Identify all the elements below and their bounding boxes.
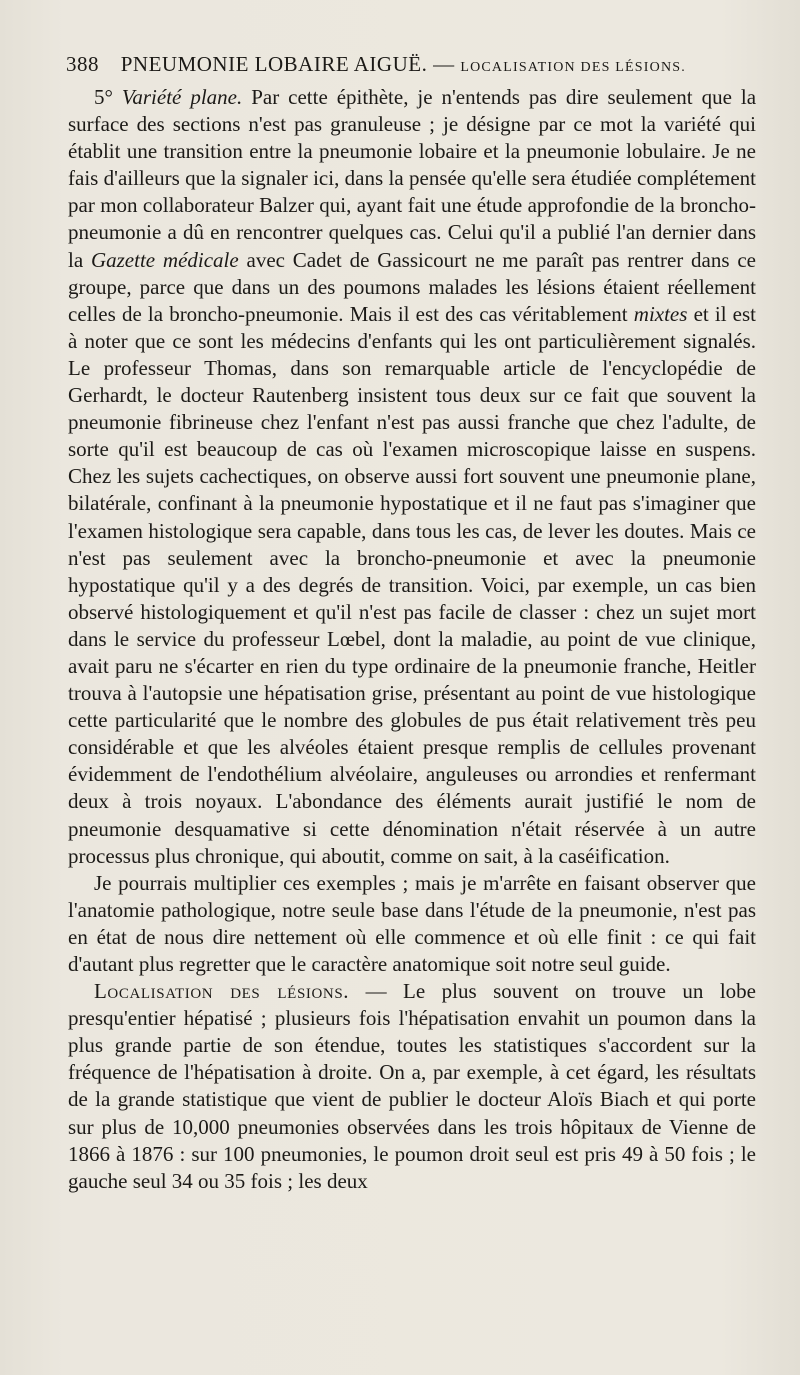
item-number: 5° <box>94 85 113 109</box>
emphasis-mixtes: mixtes <box>633 301 688 326</box>
chapter-title: PNEUMONIE LOBAIRE AIGUË. <box>120 52 428 76</box>
journal-name: Gazette médicale <box>90 247 239 272</box>
paragraph-variete-plane <box>68 84 756 870</box>
page-number: 388 <box>66 52 99 76</box>
body-text <box>68 84 756 1195</box>
paragraph-exemples: Je pourrais multiplier ces exemples ; mais je m'arrête en faisant observer que l'anatomie pathologique, notre seule base dans l'étude de la pneumonie, n'est pas en état de nous dire nettement où elle commence et où elle finit : ce qui fait d'autant plus regretter que le caractère anatomique soit notre seul guide. <box>68 870 756 976</box>
paragraph-text-a: Par cette épithète, je n'entends pas dire seulement que la surface des sections n'est pas granuleuse ; je désigne par ce mot la variété qui établit une transition entre la pneumonie lobaire et la pneumonie lobulaire. Je ne fais d'ailleurs que la signaler ici, dans la pensée qu'elle sera étudiée complétement par mon collaborateur Balzer qui, ayant fait une étude approfondie de la broncho-pneumonie a dû en rencontrer quelques cas. Celui qu'il a publié l'an dernier dans la <box>68 85 757 272</box>
section-heading: Localisation des lésions. <box>94 979 350 1004</box>
paragraph-text-b: avec Cadet de Gassicourt ne me paraît pas rentrer dans ce groupe, parce que dans un des poumons malades les lésions étaient réellement celles de la broncho-pneumonie. Mais il est des cas véritablement <box>68 247 756 326</box>
paragraph-text-c: et il est à noter que ce sont les médecins d'enfants qui les ont particulièrement signalés. Le professeur Thomas, dans son remarquable article de l'encyclopédie de Gerhardt, le docteur Rautenberg insistent tous deux sur ce fait que souvent la pneumonie fibrineuse chez l'enfant n'est pas aussi franche que chez l'adulte, de sorte qu'il est beaucoup de cas où l'examen microscopique laisse en suspens. Chez les sujets cachectiques, on observe aussi fort souvent une pneumonie plane, bilatérale, confinant à la pneumonie hypostatique et il ne faut pas s'imaginer que l'examen histologique sera capable, dans tous les cas, de lever les doutes. Mais ce n'est pas seulement avec la broncho-pneumonie et avec la pneumonie hypostatique qu'il y a des degrés de transition. Voici, par exemple, un cas bien observé histologiquement et qu'il n'est pas facile de classer : chez un sujet mort dans le service du professeur Lœbel, dont la maladie, au point de vue clinique, avait paru ne s'écarter en rien du type ordinaire de la pneumonie franche, Heitler trouva à l'autopsie une hépatisation grise, présentant au point de vue histologique cette particularité que le nombre des globules de pus était relativement très peu considérable et que les alvéoles étaient presque remplis de cellules provenant évidemment de l'endothélium alvéolaire, anguleuses ou arrondies et renfermant deux à trois noyaux. L'abondance des éléments aurait justifié le nom de pneumonie desquamative si cette dénomination n'était réservée à un autre processus plus chronique, qui aboutit, comme on sait, à la caséification. <box>68 301 757 868</box>
section-title: LOCALISATION DES LÉSIONS. <box>460 60 686 75</box>
header-dash: — <box>433 52 455 76</box>
running-head <box>66 52 756 77</box>
paragraph-text: — Le plus souvent on trouve un lobe presqu'entier hépatisé ; plusieurs fois l'hépatisation envahit un poumon dans la plus grande partie de son étendue, toutes les statistiques s'accordent sur la fréquence de l'hépatisation à droite. On a, par exemple, à cet égard, les résultats de la grande statistique que vient de publier le docteur Aloïs Biach et qui porte sur plus de 10,000 pneumonies observées dans les trois hôpitaux de Vienne de 1866 à 1876 : sur 100 pneumonies, le poumon droit seul est pris 49 à 50 fois ; le gauche seul 34 ou 35 fois ; les deux <box>68 979 756 1193</box>
item-label: Variété plane. <box>121 85 243 109</box>
paragraph-localisation <box>68 978 756 1195</box>
